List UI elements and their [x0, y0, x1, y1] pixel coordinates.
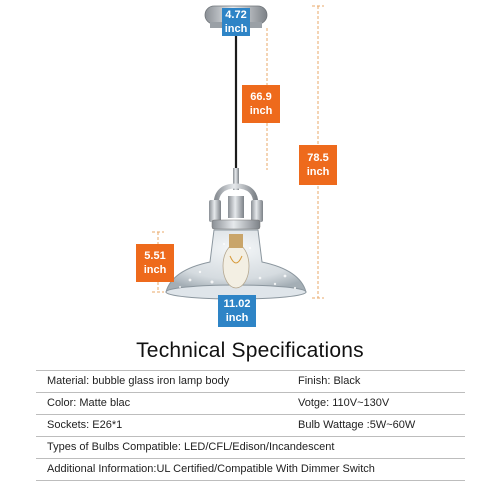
spec-row — [36, 393, 465, 415]
spec-finish: Finish: Black — [298, 375, 361, 387]
spec-sockets: Sockets: E26*1 — [47, 419, 123, 431]
spec-color: Color: Matte blac — [47, 397, 131, 409]
lamp-fitter — [209, 168, 263, 229]
spec-row — [36, 415, 465, 437]
canopy-width-unit: inch — [224, 23, 248, 35]
spec-voltage: Votge: 110V~130V — [298, 397, 390, 409]
spec-additional-info: Additional Information:UL Certified/Compatible With Dimmer Switch — [47, 463, 375, 475]
shade-height-unit: inch — [143, 264, 167, 276]
glass-shade — [166, 230, 306, 299]
cord-length-value: 66.9 — [250, 91, 272, 103]
shade-width-unit: inch — [225, 312, 249, 324]
shade-height-label — [136, 244, 174, 282]
shade-width-value: 11.02 — [223, 298, 251, 310]
shade-width-label — [218, 295, 256, 327]
shade-height-value: 5.51 — [144, 250, 166, 262]
spec-material: Material: bubble glass iron lamp body — [47, 375, 230, 387]
spec-row — [36, 437, 465, 459]
total-height-value: 78.5 — [307, 152, 329, 164]
spec-bulb-wattage: Bulb Wattage :5W~60W — [298, 419, 416, 431]
spec-table — [36, 370, 465, 481]
spec-bulbs-compatible: Types of Bulbs Compatible: LED/CFL/Edison/Incandescent — [47, 441, 335, 453]
total-height-label — [299, 145, 337, 185]
canopy-width-value: 4.72 — [225, 9, 247, 21]
total-height-unit: inch — [306, 166, 330, 178]
canopy-width-label — [222, 8, 250, 36]
spec-row — [36, 459, 465, 481]
spec-row — [36, 371, 465, 393]
spec-title: Technical Specifications — [136, 339, 364, 362]
cord-length-unit: inch — [249, 105, 273, 117]
cord-length-label — [242, 85, 280, 123]
